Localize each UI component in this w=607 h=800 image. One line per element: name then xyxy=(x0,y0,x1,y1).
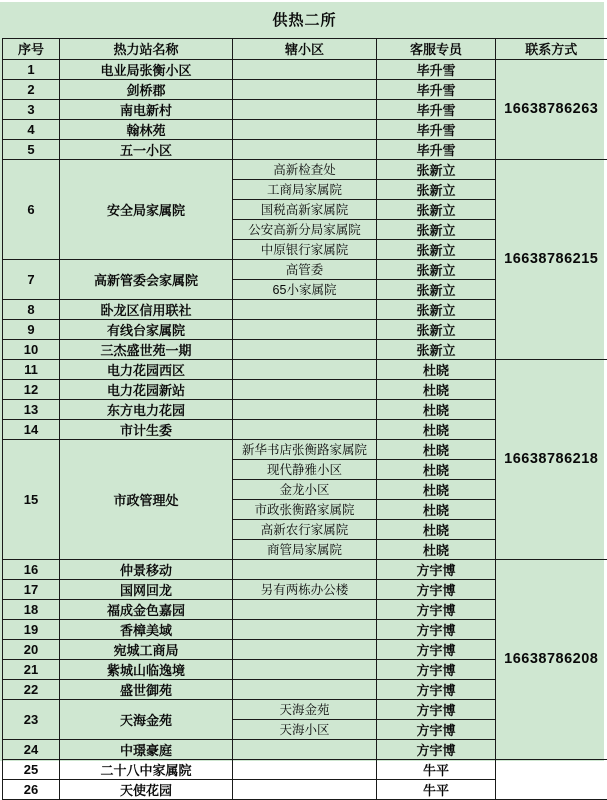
station-name-cell: 市政管理处 xyxy=(60,439,233,559)
station-number-cell: 24 xyxy=(3,739,60,759)
community-cell xyxy=(233,319,377,339)
station-name-cell: 安全局家属院 xyxy=(60,159,233,259)
station-number-cell: 7 xyxy=(3,259,60,299)
agent-cell: 杜晓 xyxy=(377,359,496,379)
station-name-cell: 东方电力花园 xyxy=(60,399,233,419)
station-name-cell: 卧龙区信用联社 xyxy=(60,299,233,319)
station-number-cell: 15 xyxy=(3,439,60,559)
station-number-cell: 19 xyxy=(3,619,60,639)
station-number-cell: 12 xyxy=(3,379,60,399)
page-title: 供热二所 xyxy=(272,12,337,30)
station-number-cell: 26 xyxy=(3,779,60,799)
agent-cell: 杜晓 xyxy=(377,419,496,439)
community-cell xyxy=(233,119,377,139)
station-name-cell: 天使花园 xyxy=(60,779,233,799)
agent-cell: 杜晓 xyxy=(377,519,496,539)
community-cell: 65小家属院 xyxy=(233,279,377,299)
community-cell: 现代静雅小区 xyxy=(233,459,377,479)
agent-cell: 张新立 xyxy=(377,239,496,259)
community-cell xyxy=(233,759,377,779)
station-name-cell: 宛城工商局 xyxy=(60,639,233,659)
agent-cell: 方宇博 xyxy=(377,699,496,719)
station-name-cell: 电力花园新站 xyxy=(60,379,233,399)
community-cell: 金龙小区 xyxy=(233,479,377,499)
station-number-cell: 20 xyxy=(3,639,60,659)
station-number-cell: 6 xyxy=(3,159,60,259)
agent-cell: 方宇博 xyxy=(377,739,496,759)
station-number-cell: 2 xyxy=(3,79,60,99)
agent-cell: 杜晓 xyxy=(377,479,496,499)
contact-phone-cell: 16638786263 xyxy=(496,59,607,159)
agent-cell: 牛平 xyxy=(377,779,496,799)
station-number-cell: 23 xyxy=(3,699,60,739)
agent-cell: 张新立 xyxy=(377,179,496,199)
community-cell xyxy=(233,779,377,799)
station-number-cell: 3 xyxy=(3,99,60,119)
agent-cell: 张新立 xyxy=(377,339,496,359)
station-name-cell: 五一小区 xyxy=(60,139,233,159)
agent-cell: 牛平 xyxy=(377,759,496,779)
agent-cell: 毕升雪 xyxy=(377,59,496,79)
community-cell xyxy=(233,559,377,579)
station-name-cell: 三杰盛世苑一期 xyxy=(60,339,233,359)
community-cell: 市政张衡路家属院 xyxy=(233,499,377,519)
column-header: 辖小区 xyxy=(233,38,377,59)
community-cell xyxy=(233,619,377,639)
agent-cell: 方宇博 xyxy=(377,619,496,639)
table-row xyxy=(3,359,607,379)
community-cell xyxy=(233,419,377,439)
heating-directory-sheet xyxy=(0,2,604,798)
station-name-cell: 电力花园西区 xyxy=(60,359,233,379)
community-cell xyxy=(233,79,377,99)
station-name-cell: 翰林苑 xyxy=(60,119,233,139)
agent-cell: 毕升雪 xyxy=(377,139,496,159)
column-header: 热力站名称 xyxy=(60,38,233,59)
agent-cell: 张新立 xyxy=(377,259,496,279)
station-number-cell: 14 xyxy=(3,419,60,439)
agent-cell: 杜晓 xyxy=(377,439,496,459)
community-cell: 高管委 xyxy=(233,259,377,279)
community-cell: 公安高新分局家属院 xyxy=(233,219,377,239)
community-cell: 高新农行家属院 xyxy=(233,519,377,539)
agent-cell: 杜晓 xyxy=(377,499,496,519)
station-name-cell: 国网回龙 xyxy=(60,579,233,599)
community-cell: 天海小区 xyxy=(233,719,377,739)
community-cell: 中原银行家属院 xyxy=(233,239,377,259)
community-cell xyxy=(233,399,377,419)
community-cell xyxy=(233,299,377,319)
agent-cell: 方宇博 xyxy=(377,559,496,579)
agent-cell: 杜晓 xyxy=(377,459,496,479)
station-name-cell: 南电新村 xyxy=(60,99,233,119)
station-number-cell: 18 xyxy=(3,599,60,619)
community-cell xyxy=(233,639,377,659)
community-cell xyxy=(233,659,377,679)
station-name-cell: 紫城山临逸境 xyxy=(60,659,233,679)
community-cell xyxy=(233,739,377,759)
agent-cell: 方宇博 xyxy=(377,719,496,739)
station-number-cell: 22 xyxy=(3,679,60,699)
station-name-cell: 二十八中家属院 xyxy=(60,759,233,779)
community-cell: 另有两栋办公楼 xyxy=(233,579,377,599)
station-name-cell: 香樟美域 xyxy=(60,619,233,639)
station-number-cell: 17 xyxy=(3,579,60,599)
station-number-cell: 1 xyxy=(3,59,60,79)
station-number-cell: 9 xyxy=(3,319,60,339)
agent-cell: 毕升雪 xyxy=(377,79,496,99)
community-cell: 国税高新家属院 xyxy=(233,199,377,219)
column-header: 序号 xyxy=(3,38,60,59)
community-cell xyxy=(233,599,377,619)
contact-phone-cell: 16638786218 xyxy=(496,359,607,559)
community-cell: 新华书店张衡路家属院 xyxy=(233,439,377,459)
community-cell: 高新检查处 xyxy=(233,159,377,179)
station-number-cell: 8 xyxy=(3,299,60,319)
community-cell xyxy=(233,679,377,699)
station-name-cell: 剑桥郡 xyxy=(60,79,233,99)
agent-cell: 毕升雪 xyxy=(377,119,496,139)
contact-phone-cell: 16638786215 xyxy=(496,159,607,359)
station-number-cell: 5 xyxy=(3,139,60,159)
community-cell: 商管局家属院 xyxy=(233,539,377,559)
agent-cell: 张新立 xyxy=(377,319,496,339)
community-cell xyxy=(233,339,377,359)
agent-cell: 杜晓 xyxy=(377,379,496,399)
community-cell xyxy=(233,139,377,159)
agent-cell: 张新立 xyxy=(377,199,496,219)
column-header: 客服专员 xyxy=(377,38,496,59)
table-row xyxy=(3,759,607,779)
agent-cell: 张新立 xyxy=(377,159,496,179)
agent-cell: 张新立 xyxy=(377,219,496,239)
agent-cell: 方宇博 xyxy=(377,599,496,619)
station-name-cell: 电业局张衡小区 xyxy=(60,59,233,79)
station-name-cell: 市计生委 xyxy=(60,419,233,439)
agent-cell: 张新立 xyxy=(377,279,496,299)
station-number-cell: 4 xyxy=(3,119,60,139)
station-number-cell: 10 xyxy=(3,339,60,359)
station-name-cell: 高新管委会家属院 xyxy=(60,259,233,299)
station-name-cell: 中璟豪庭 xyxy=(60,739,233,759)
heating-stations-table xyxy=(2,2,607,800)
agent-cell: 张新立 xyxy=(377,299,496,319)
station-number-cell: 13 xyxy=(3,399,60,419)
station-number-cell: 21 xyxy=(3,659,60,679)
station-name-cell: 福成金色嘉园 xyxy=(60,599,233,619)
station-number-cell: 11 xyxy=(3,359,60,379)
station-name-cell: 盛世御苑 xyxy=(60,679,233,699)
column-header-row xyxy=(3,38,607,59)
community-cell xyxy=(233,379,377,399)
community-cell: 工商局家属院 xyxy=(233,179,377,199)
agent-cell: 杜晓 xyxy=(377,539,496,559)
contact-phone-cell xyxy=(496,759,607,799)
station-name-cell: 天海金苑 xyxy=(60,699,233,739)
agent-cell: 毕升雪 xyxy=(377,99,496,119)
agent-cell: 方宇博 xyxy=(377,679,496,699)
agent-cell: 方宇博 xyxy=(377,639,496,659)
table-row xyxy=(3,159,607,179)
table-row xyxy=(3,559,607,579)
community-cell: 天海金苑 xyxy=(233,699,377,719)
agent-cell: 方宇博 xyxy=(377,579,496,599)
community-cell xyxy=(233,359,377,379)
contact-phone-cell: 16638786208 xyxy=(496,559,607,759)
station-number-cell: 16 xyxy=(3,559,60,579)
station-name-cell: 仲景移动 xyxy=(60,559,233,579)
community-cell xyxy=(233,99,377,119)
agent-cell: 方宇博 xyxy=(377,659,496,679)
community-cell xyxy=(233,59,377,79)
column-header: 联系方式 xyxy=(496,38,607,59)
station-name-cell: 有线台家属院 xyxy=(60,319,233,339)
table-title-row xyxy=(3,2,607,38)
agent-cell: 杜晓 xyxy=(377,399,496,419)
station-number-cell: 25 xyxy=(3,759,60,779)
table-row xyxy=(3,59,607,79)
